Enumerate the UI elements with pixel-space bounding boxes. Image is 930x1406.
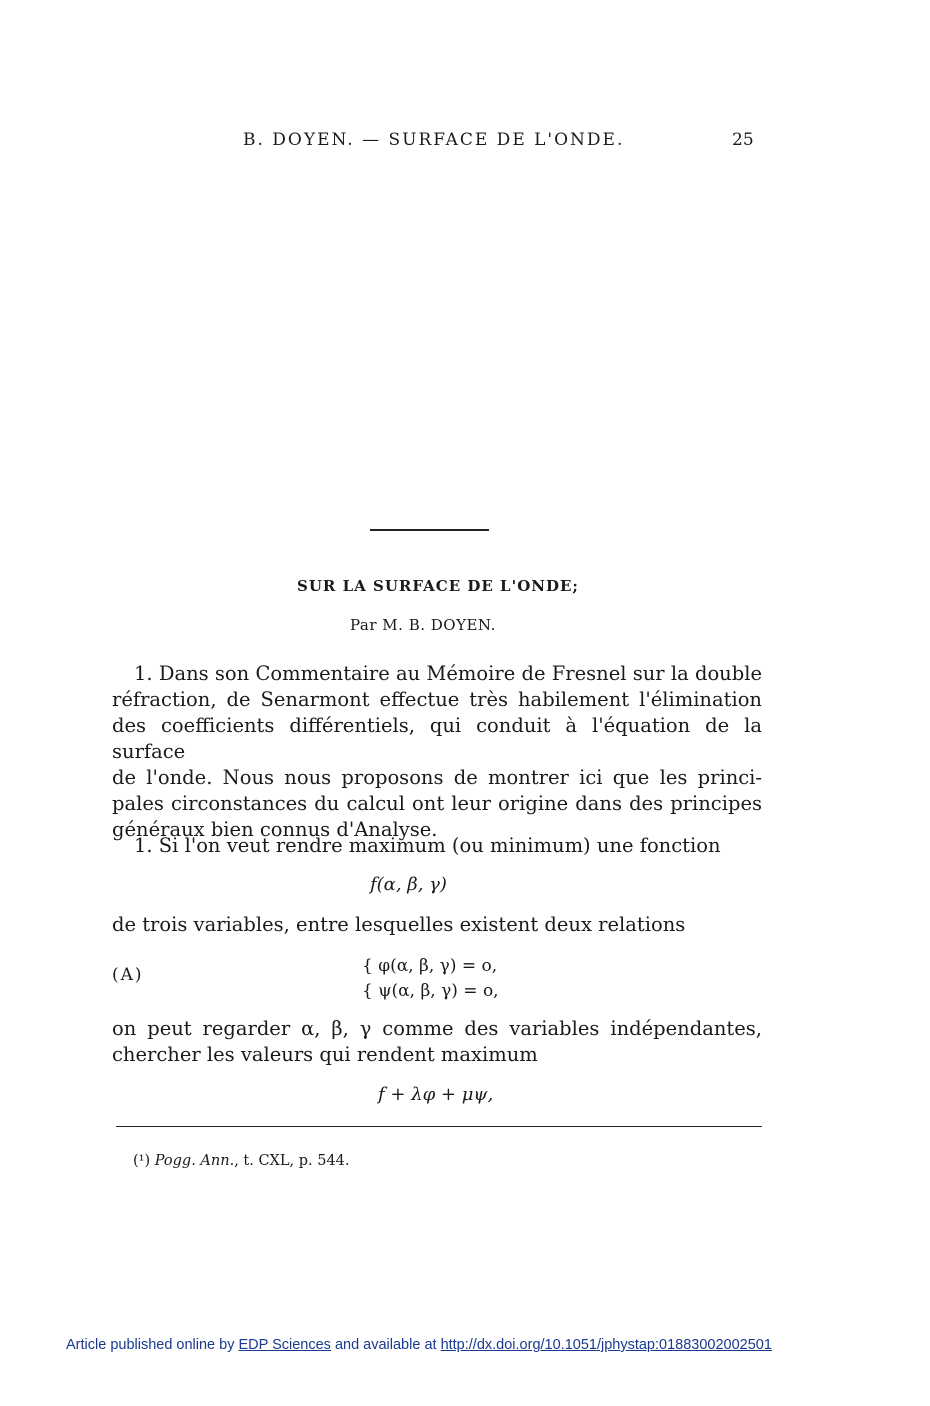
paragraph-line: de trois variables, entre lesquelles existent deux relations	[112, 913, 686, 936]
doi-link[interactable]: http://dx.doi.org/10.1051/jphystap:01883002002501	[440, 1337, 772, 1353]
paragraph-line: 1. Si l'on veut rendre maximum (ou minimum) une fonction	[134, 834, 721, 857]
paragraph-2	[112, 833, 762, 859]
equation-line: { ψ(α, β, γ) = o,	[362, 981, 499, 1001]
footnote-marker: (¹)	[133, 1153, 151, 1169]
author-line: Par M. B. DOYEN.	[350, 616, 496, 634]
equation-function: f(α, β, γ)	[370, 874, 447, 895]
footer-middle: and available at	[334, 1337, 437, 1353]
paragraph-line: chercher les valeurs qui rendent maximum	[112, 1043, 538, 1066]
paragraph-line: on peut regarder α, β, γ comme des variables indépendantes,	[112, 1017, 762, 1040]
equation-lagrangian: f + λφ + μψ,	[378, 1084, 494, 1105]
paragraph-line: des coefficients différentiels, qui conduit à l'équation de la surface	[112, 714, 762, 763]
footer-prefix: Article published online by	[66, 1337, 235, 1353]
page-number: 25	[732, 130, 754, 150]
publication-footer	[66, 1337, 772, 1353]
paragraph-line: généraux bien connus d'Analyse.	[112, 818, 438, 841]
equation-line: { φ(α, β, γ) = o,	[362, 956, 498, 976]
paragraph-line: pales circonstances du calcul ont leur origine dans des principes	[112, 792, 762, 815]
title-rule	[370, 529, 489, 531]
paragraph-line: de l'onde. Nous nous proposons de montrer ici que les princi-	[112, 766, 762, 789]
footnote-source: Pogg. Ann.	[154, 1153, 235, 1169]
publisher-link[interactable]: EDP Sciences	[238, 1337, 331, 1353]
paragraph-3	[112, 912, 762, 938]
equation-system	[362, 954, 499, 1004]
article-title: SUR LA SURFACE DE L'ONDE;	[297, 577, 579, 595]
footnote-rule	[116, 1126, 762, 1127]
paragraph-1	[112, 661, 762, 843]
paragraph-4	[112, 1016, 762, 1068]
paragraph-line: 1. Dans son Commentaire au Mémoire de Fresnel sur la double	[134, 662, 762, 685]
running-head: B. DOYEN. — SURFACE DE L'ONDE.	[243, 130, 625, 150]
paragraph-line: réfraction, de Senarmont effectue très habilement l'élimination	[112, 688, 762, 711]
footnote	[133, 1153, 350, 1169]
equation-label: (A)	[112, 965, 144, 985]
footnote-detail: , t. CXL, p. 544.	[234, 1153, 350, 1169]
